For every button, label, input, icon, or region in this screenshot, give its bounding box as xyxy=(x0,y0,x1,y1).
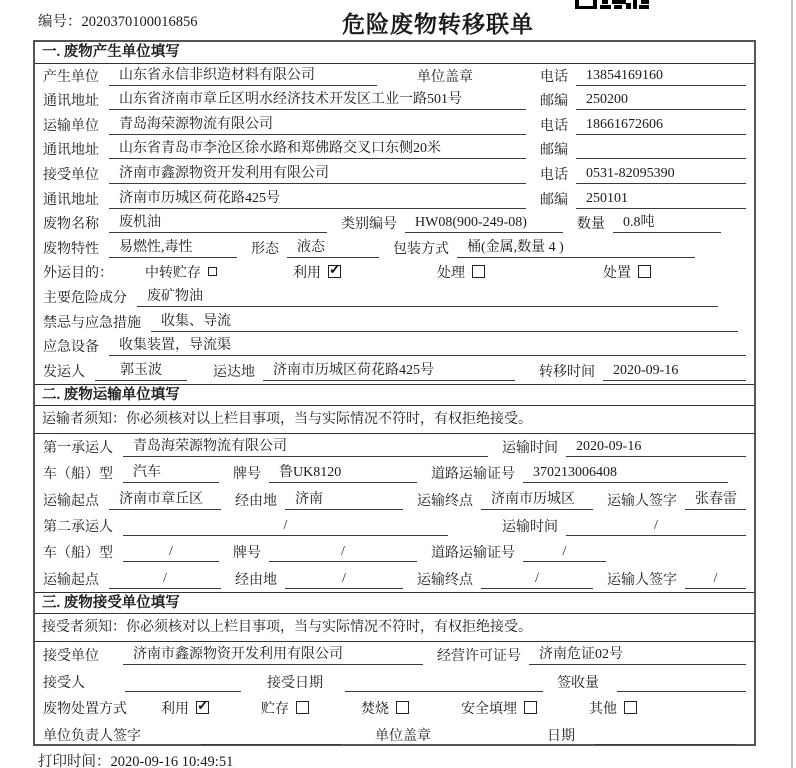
acceptor-value xyxy=(125,690,241,692)
section3-heading: 三. 废物接受单位填写 xyxy=(35,592,754,614)
waste-pack-value: 桶(金属,数量 4 ) xyxy=(457,236,695,258)
producer-zip-label: 邮编 xyxy=(540,94,568,110)
disposal-incinerate-checkbox xyxy=(396,701,409,714)
carrier1-value: 青岛海荣源物流有限公司 xyxy=(123,435,488,457)
section1-body xyxy=(35,64,754,384)
waste-props-value: 易燃性,毒性 xyxy=(109,236,237,258)
serial-label: 编号： xyxy=(38,14,82,30)
option-utilize: 利用 ✓ xyxy=(293,262,341,282)
row-receiver xyxy=(35,162,754,187)
receiver-address-value: 济南市历城区荷花路425号 xyxy=(109,187,526,209)
route1-via-value: 济南 xyxy=(285,488,403,510)
carrier1-label: 第一承运人 xyxy=(43,441,113,457)
destination-value: 济南市历城区荷花路425号 xyxy=(263,359,515,381)
serial-number-line xyxy=(38,10,198,31)
vehicle2-cert-value: / xyxy=(523,544,606,562)
option-transfer-storage: 中转贮存 xyxy=(145,262,217,282)
accept-unit-label: 接受单位 xyxy=(43,649,99,664)
route2-via-value: / xyxy=(285,571,403,589)
accept-date-label: 接受日期 xyxy=(267,675,323,691)
transporter-address-label: 通讯地址 xyxy=(43,143,99,159)
row-carrier1 xyxy=(35,434,754,460)
page-edge-divider xyxy=(791,0,793,768)
waste-qty-label: 数量 xyxy=(577,217,605,233)
contra-value: 收集、导流 xyxy=(151,310,738,332)
dispatcher-label: 发运人 xyxy=(43,364,85,380)
print-time-value: 2020-09-16 10:49:51 xyxy=(110,754,234,768)
row-waste-name xyxy=(35,212,754,237)
route2-sign-label: 运输人签字 xyxy=(607,572,677,588)
dispatcher-value: 郭玉波 xyxy=(95,359,187,381)
equipment-value: 收集装置，导流渠 xyxy=(109,334,746,356)
transporter-phone-label: 电话 xyxy=(540,118,568,134)
vehicle2-plate-label: 牌号 xyxy=(233,546,261,562)
print-time-label: 打印时间： xyxy=(38,754,111,768)
utilize-checkbox xyxy=(328,265,341,278)
option-disposal-other: 其他 xyxy=(589,698,637,718)
row-contra xyxy=(35,310,754,335)
route1-start-value: 济南市章丘区 xyxy=(109,488,221,510)
sign-qty-value xyxy=(617,690,746,692)
section2-body xyxy=(35,434,754,592)
vehicle1-plate-value: 鲁UK8120 xyxy=(269,461,417,483)
route2-sign-value: / xyxy=(685,571,746,589)
section2-heading: 二. 废物运输单位填写 xyxy=(35,384,754,406)
license-label: 经营许可证号 xyxy=(437,649,521,664)
route1-sign-value: 张春雷 xyxy=(685,488,746,510)
dispose-checkbox xyxy=(638,265,651,278)
waste-form-label: 形态 xyxy=(251,241,279,257)
option-disposal-incinerate: 焚烧 xyxy=(361,698,409,718)
row-producer-address xyxy=(35,89,754,114)
waste-code-value: HW08(900-249-08) xyxy=(405,215,563,233)
carrier2-time-label: 运输时间 xyxy=(502,519,558,535)
producer-address-label: 通讯地址 xyxy=(43,94,99,110)
receiver-phone-value: 0531-82095390 xyxy=(576,166,746,184)
transfer-time-value: 2020-09-16 xyxy=(603,363,746,381)
receiver-label: 接受单位 xyxy=(43,167,99,183)
producer-phone-label: 电话 xyxy=(540,69,568,85)
row-route2 xyxy=(35,565,754,591)
route2-end-value: / xyxy=(481,571,593,589)
transporter-zip-label: 邮编 xyxy=(540,143,568,159)
row-acceptor xyxy=(35,668,754,695)
accept-unit-value: 济南市鑫源物资开发利用有限公司 xyxy=(123,643,423,665)
waste-pack-label: 包装方式 xyxy=(393,241,449,257)
vehicle2-plate-value: / xyxy=(269,544,417,562)
route1-sign-label: 运输人签字 xyxy=(607,493,677,509)
carrier1-time-label: 运输时间 xyxy=(502,441,558,457)
option-disposal-store: 贮存 xyxy=(261,698,309,718)
unit-seal-label: 单位盖章 xyxy=(375,728,431,744)
transporter-zip-value xyxy=(576,157,746,159)
row-vehicle1 xyxy=(35,460,754,486)
vehicle2-label: 车（船）型 xyxy=(43,546,113,562)
waste-qty-value: 0.8吨 xyxy=(613,211,721,233)
section2-notice: 运输者须知：你必须核对以上栏目事项，当与实际情况不符时，有权拒绝接受。 xyxy=(35,406,754,434)
producer-address-value: 山东省济南市章丘区明水经济技术开发区工业一路501号 xyxy=(109,88,526,110)
transfer-storage-checkbox xyxy=(208,267,217,276)
row-producer xyxy=(35,64,754,89)
route2-via-label: 经由地 xyxy=(235,572,277,588)
responsible-sign-label: 单位负责人签字 xyxy=(43,728,141,744)
vehicle1-cert-value: 370213006408 xyxy=(523,465,728,483)
section1-heading: 一. 废物产生单位填写 xyxy=(35,42,754,64)
vehicle2-cert-label: 道路运输证号 xyxy=(431,546,515,562)
receiver-value: 济南市鑫源物资开发利用有限公司 xyxy=(109,162,526,184)
waste-code-label: 类别编号 xyxy=(341,217,397,233)
accept-date-value xyxy=(345,690,543,692)
row-carrier2 xyxy=(35,513,754,539)
waste-form-value: 液态 xyxy=(287,236,379,258)
row-receiver-address xyxy=(35,187,754,212)
license-value: 济南危证02号 xyxy=(529,643,746,665)
receiver-zip-value: 250101 xyxy=(576,191,746,209)
route1-via-label: 经由地 xyxy=(235,493,277,509)
row-equipment xyxy=(35,335,754,360)
receiver-address-label: 通讯地址 xyxy=(43,192,99,208)
option-treat: 处理 xyxy=(437,262,485,282)
route1-end-value: 济南市历城区 xyxy=(481,488,593,510)
purpose-label: 外运目的： xyxy=(43,266,113,282)
disposal-label: 废物处置方式 xyxy=(43,702,127,717)
carrier2-time-value: / xyxy=(566,518,746,536)
date-value xyxy=(595,743,736,745)
equipment-label: 应急设备 xyxy=(43,340,99,356)
option-disposal-landfill: 安全填埋 xyxy=(461,698,537,718)
manifest-form xyxy=(33,40,756,746)
carrier1-time-value: 2020-09-16 xyxy=(566,439,746,457)
serial-number: 2020370100016856 xyxy=(81,14,198,30)
row-accept-unit xyxy=(35,642,754,669)
carrier2-label: 第二承运人 xyxy=(43,519,113,535)
vehicle2-type-value: / xyxy=(123,544,219,562)
disposal-landfill-checkbox xyxy=(524,701,537,714)
waste-name-label: 废物名称 xyxy=(43,217,99,233)
qr-code-fragment-icon xyxy=(575,0,649,9)
route2-end-label: 运输终点 xyxy=(417,572,473,588)
row-waste-props xyxy=(35,236,754,261)
seal-label: 单位盖章 xyxy=(417,69,473,85)
producer-value: 山东省永信非织造材料有限公司 xyxy=(109,64,377,86)
print-time-line xyxy=(38,750,233,768)
route2-start-value: / xyxy=(109,571,221,589)
hazard-label: 主要危险成分 xyxy=(43,290,127,306)
transporter-address-value: 山东省青岛市李沧区徐水路和郑佛路交叉口东侧20米 xyxy=(109,137,526,159)
route2-start-label: 运输起点 xyxy=(43,572,99,588)
contra-label: 禁忌与应急措施 xyxy=(43,315,141,331)
row-purpose xyxy=(35,261,754,286)
sign-qty-label: 签收量 xyxy=(557,675,599,691)
transporter-label: 运输单位 xyxy=(43,118,99,134)
receiver-zip-label: 邮编 xyxy=(540,192,568,208)
row-dispatch xyxy=(35,359,754,384)
page-title: 危险废物转移联单 xyxy=(342,12,534,37)
waste-name-value: 废机油 xyxy=(109,211,327,233)
row-route1 xyxy=(35,486,754,512)
treat-checkbox xyxy=(472,265,485,278)
transfer-time-label: 转移时间 xyxy=(539,364,595,380)
disposal-store-checkbox xyxy=(296,701,309,714)
row-signature xyxy=(35,721,754,748)
producer-label: 产生单位 xyxy=(43,69,99,85)
row-disposal xyxy=(35,695,754,722)
disposal-utilize-checkbox xyxy=(196,701,209,714)
transporter-value: 青岛海荣源物流有限公司 xyxy=(109,113,526,135)
vehicle1-cert-label: 道路运输证号 xyxy=(431,467,515,483)
section3-body xyxy=(35,642,754,748)
date-label: 日期 xyxy=(547,728,575,744)
carrier2-value: / xyxy=(123,518,448,536)
producer-zip-value: 250200 xyxy=(576,92,746,110)
row-vehicle2 xyxy=(35,539,754,565)
row-transporter xyxy=(35,113,754,138)
waste-props-label: 废物特性 xyxy=(43,241,99,257)
receiver-phone-label: 电话 xyxy=(540,167,568,183)
producer-phone-value: 13854169160 xyxy=(576,68,746,86)
row-hazard xyxy=(35,285,754,310)
transporter-phone-value: 18661672606 xyxy=(576,117,746,135)
vehicle1-label: 车（船）型 xyxy=(43,467,113,483)
vehicle1-plate-label: 牌号 xyxy=(233,467,261,483)
responsible-sign-value xyxy=(201,743,341,745)
hazard-value: 废矿物油 xyxy=(137,285,718,307)
vehicle1-type-value: 汽车 xyxy=(123,461,219,483)
route1-end-label: 运输终点 xyxy=(417,493,473,509)
destination-label: 运达地 xyxy=(213,364,255,380)
disposal-other-checkbox xyxy=(624,701,637,714)
acceptor-label: 接受人 xyxy=(43,675,85,691)
section3-notice: 接受者须知：你必须核对以上栏目事项，当与实际情况不符时，有权拒绝接受。 xyxy=(35,614,754,642)
row-transporter-address xyxy=(35,138,754,163)
option-disposal-utilize: 利用 ✓ xyxy=(161,698,209,718)
option-dispose: 处置 xyxy=(603,262,651,282)
route1-start-label: 运输起点 xyxy=(43,493,99,509)
